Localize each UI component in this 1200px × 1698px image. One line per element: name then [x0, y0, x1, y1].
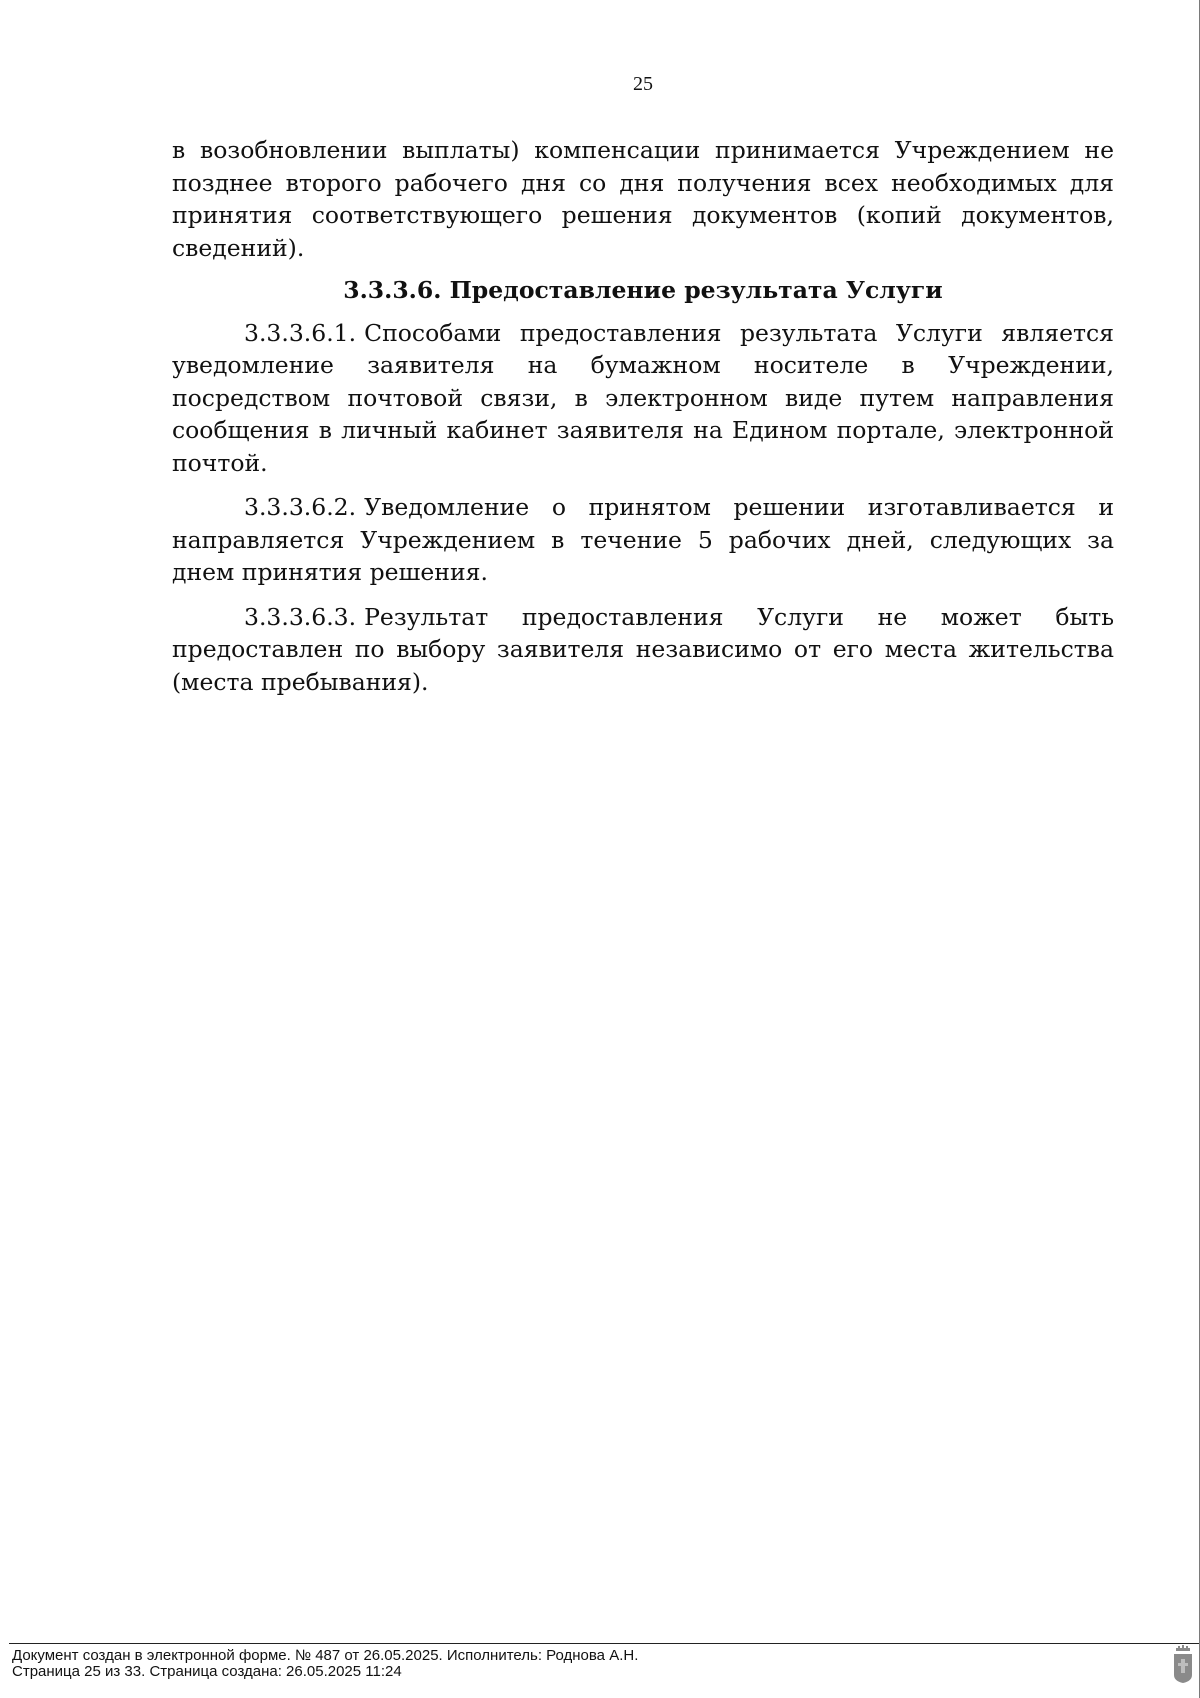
numbered-paragraph: [172, 601, 1114, 699]
numbered-paragraph: [172, 317, 1114, 480]
section-heading: 3.3.3.6. Предоставление результата Услуги: [343, 276, 943, 304]
document-body: [172, 134, 1114, 710]
paragraph-number: 3.3.3.6.1.: [244, 318, 357, 347]
paragraph-text: Результат предоставления Услуги не может быть предоставлен по выбору заявителя независимо от его места жительства (места пребывания).: [172, 602, 1114, 696]
paragraph-text: Способами предоставления результата Услуги является уведомление заявителя на бумажном носителе в Учреждении, посредством почтовой связи, в электронном виде путем направления сообщения в личный кабинет заявителя на Едином портале, электронной почтой.: [172, 318, 1114, 477]
numbered-paragraph: [172, 491, 1114, 589]
document-footer: [12, 1648, 638, 1680]
page-number: 25: [633, 73, 653, 95]
paragraph-number: 3.3.3.6.3.: [244, 602, 357, 631]
paragraph-number: 3.3.3.6.2.: [244, 493, 357, 521]
coat-of-arms-icon: [1172, 1645, 1194, 1683]
footer-line-document-info: Документ создан в электронной форме. № 487 от 26.05.2025. Исполнитель: Роднова А.Н.: [12, 1647, 639, 1664]
footer-divider: [9, 1643, 1199, 1644]
paragraph-text: Уведомление о принятом решении изготавливается и направляется Учреждением в течение 5 рабочих дней, следующих за днем принятия решения.: [172, 493, 1114, 586]
footer-line-page-info: Страница 25 из 33. Страница создана: 26.05.2025 11:24: [12, 1663, 402, 1680]
continued-paragraph: в возобновлении выплаты) компенсации принимается Учреждением не позднее второго рабочего дня со дня получения всех необходимых для принятия соответствующего решения документов (копий документов, сведений).: [172, 136, 1114, 262]
